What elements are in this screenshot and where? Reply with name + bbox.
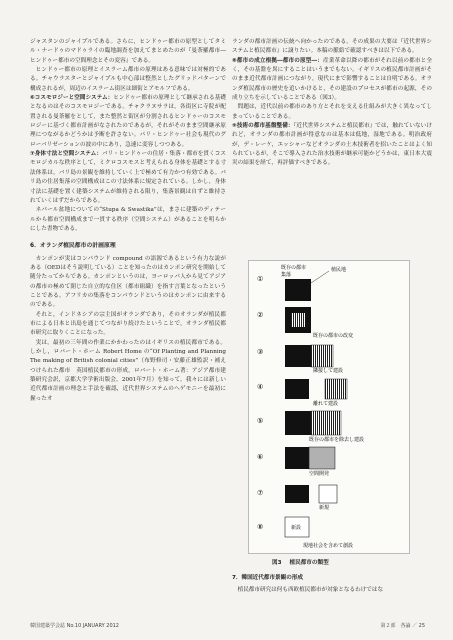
new-colony [319,485,337,503]
label-founded-with-local: 現地社会を含めて創設 [303,543,354,549]
step-number: ② [257,311,264,319]
separate-colony [325,379,347,399]
step-number: ⑧ [257,523,264,531]
paragraph: カンポンが実はコンパウンド compound の語源であるという有力な説がある（OEDはそう説明している）ことを知ったのはカンポン研究を開始して随分たってからである。カンポンというのは，ヨーロッパ人から見てアジアの都市の極めて閉じた自立的な住区（都市組織）を指す言葉となったということである。アフリカの集落をコンパウンドというのはカンポンに由来するのである。 [30,255,226,309]
replacement-colony [311,411,341,435]
figure-caption-text: 植民都市の類型 [289,560,329,566]
adjacent-colony [311,345,333,367]
label-development: 空間開発 [309,471,330,477]
step-number: ① [257,275,264,283]
paragraph [232,122,432,169]
label-adjacent: 隣接して建設 [313,368,344,374]
figure-caption [272,558,329,566]
paragraph-lead: ⑥コスモロジーと空間システム： [30,95,114,102]
figure-number: 図3 [272,560,282,566]
section-heading: 6．オランダ植民都市の計画原理 [30,243,116,250]
development-area [309,447,335,469]
paragraph-text: 『近代世界システムと植民都市』では，触れていないけれど，オランダの都市計画が得意なのは基本は低地，湿地である。明治政府が，デ・レーケ，エッシャーなどオランダの土木技術者を招いたことはよく知られているが，そこで導入された治水技術が継承可能かどうかは，東日本大震災の結果を経て，再評価すべきである。 [232,123,433,167]
paragraph: 植民都市研究は何も西欧植民都市が対象となるわけではな [237,587,384,594]
label-remove-build: 既存の都市を除去し建設 [309,437,365,443]
paragraph: ヒンドゥー都市の原理とイスラーム都市の原理はある意味では対極的である。チャウラスターとジャイプルも中心部は整然としたグリッドパターンで構成されるが，周辺のイスラーム街区は細街とアモルフである。 [30,67,226,92]
paragraph: 問題は，近代以前の都市のあり方とそれを支える仕組みが大きく異なってしまっていることである。 [232,104,432,120]
paragraph [30,150,226,206]
city-block [285,447,309,469]
figure-diagram [249,261,409,553]
footer-page-number: 第２部 各論 ／ 25 [380,623,425,629]
paragraph: 実は，最初の三年間の作業にかかわったのはイギリスの植民都市である。しかし，ロバート・ホーム Robert Home の“Of Planting and Planning The making of British colonial cities”（布野修司・安藤正雄監訳・補えつけられた都市 英国植民都市の形成，ロバート・ホーム著：アジア都市建築研究会訳，京都大学学術出版会，2001年7月）を知って，我々には新しい近代都市計画の理念と手法を確認，近代世界システムのヘゲモニーを最初に握ったオ [30,339,226,402]
paragraph: ネパール盆地についての“Stupa & Swastika”は，まさに建築のディテールから都市空間構成まで一貫する秩序（空間システム）があることを明らかにした書物である。 [30,207,226,232]
paragraph-text: 産業革命以降の都市がそれ以前の都市と全く，その基盤を異にすることはいうまでもない。イギリスの植民都市計画がそのまま近代都市計画につながり，現代にまで影響することは自明である。オランダ植民都市の歴史を追いかけると，その建設のプロセスが都市の起源，その成り立ちを示していることである（図3）。 [232,57,433,102]
step-number: ⑦ [257,489,264,497]
paragraph: それと，インドネシアの宗主国がオランダであり，そのオランダが植民都市による日本と出島を通じてつながり続けたということで，オランダ植民都市研究に取りくことになった。 [30,311,226,337]
step-number: ⑥ [257,453,264,461]
footer-journal: 韓国建築学会誌 No.10 JANUARY 2012 [30,623,119,629]
paragraph: ランダの都市計画の伝統へ向かったのである。その成果の大要は『近代世界システムと植民都市』に譲りたい。本稿の脈絡で確認すべきは以下である。 [232,39,432,55]
existing-city-block [285,279,311,301]
city-block [285,345,311,367]
paragraph-text: ヒンドゥー都市の原理として継承される基礎となるのはそのコスモロジーである。チャクラヌサラは，各街区に寺院が配置される曼荼羅をとして，また整然と街区が分割されるヒンドゥーのコスモロジーに基づく都市計画がなされたのであるが，それがそのまま空間継承原理につながるかどうかは予断を許さない。パリ・ヒンドゥー社会も現代のグローバリゼーションの波の中にあり，急速に変容しつつある。 [30,95,226,148]
city-block [285,485,309,503]
city-block [285,379,309,399]
modified-block [291,313,305,327]
step-number: ③ [257,348,264,356]
label-modify: 既存の都市の改変 [313,333,354,339]
label-village: 集落 [281,272,292,278]
label-new: 新規 [319,505,330,511]
right-column [232,38,432,169]
paragraph-lead: ⑦身体寸法と空間システム： [30,151,102,158]
step-number: ⑤ [257,417,264,425]
paragraph [232,57,432,104]
paragraph: ジャスタンのジャイプルである。さらに，ヒンドゥー都市の原型としてタミル・ナードゥのマドゥライの臨地調査を加えてまとめたのが『曼荼羅都市―ヒンドゥー都市の空間理念とその変容』である。 [30,39,226,64]
paragraph-text: バリ・ヒンドゥーの住居・集落・都市を貫くコスモロジカルな秩序として，ミクロコスモスと考えられる身体を基礎とする寸法体系は，バリ島の景観を維持していく上で極めて有力かつ有効である。バリ島の住居集落の空間構成はこの寸法体系に規定されている。しかし，身体寸法に基礎を置く建築システムが維持される限り，集落景観は自ずと維持されていくはずだからである。 [30,151,227,204]
label-colony: 植民地 [331,267,347,273]
left-column [30,38,226,404]
section-7 [232,574,432,596]
label-newly-founded: 新設 [291,525,302,531]
step-number: ④ [257,383,264,391]
paragraph-lead: ⑧都市の成立根拠―都市の原型―： [232,57,324,64]
leader-line [311,271,329,283]
label-existing-city: 既存の都市 [281,265,307,271]
paragraph [30,94,226,150]
paragraph-lead: ⑨技術の都市基盤整備： [232,123,294,130]
label-separate: 離れて建設 [313,401,339,407]
figure-colonial-city-types [248,260,410,554]
section-heading: 7．韓国近代都市景観の形成 [232,575,304,581]
city-block [285,411,311,435]
